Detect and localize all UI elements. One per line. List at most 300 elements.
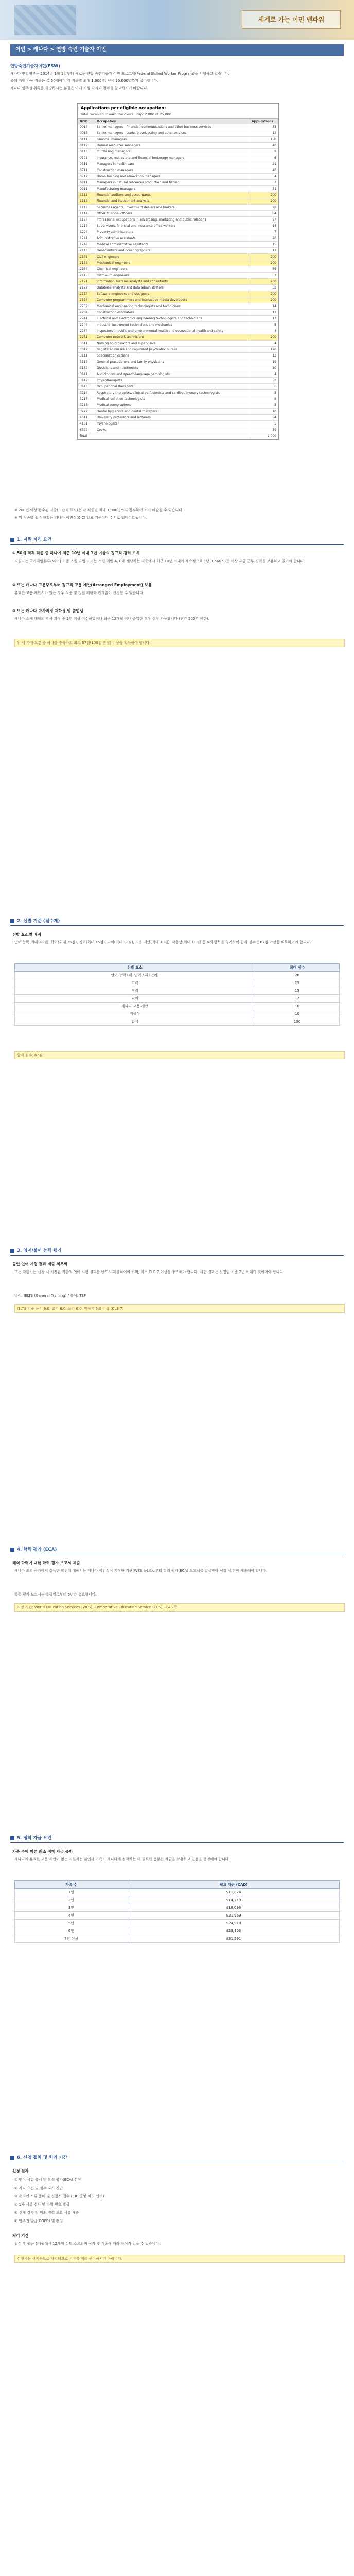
occupation-row: [78, 390, 278, 396]
occupation-name: Mechanical engineering technologists and technicians: [95, 303, 250, 310]
page-title: 이민 > 캐나다 > 연방 숙련 기술자 이민: [10, 44, 344, 56]
occupation-name: Financial managers: [95, 137, 250, 143]
occupation-name: Occupational therapists: [95, 384, 250, 390]
occupation-name: Purchasing managers: [95, 149, 250, 155]
occupation-count: 31: [250, 186, 278, 192]
funds-row: [15, 1896, 340, 1904]
header-banner: [0, 0, 354, 40]
points-row: [15, 995, 340, 1003]
occupation-count: 200: [250, 297, 278, 303]
funds-table-header: [15, 1881, 340, 1889]
intro-heading: 연방숙련기술자이민(FSW): [10, 64, 60, 69]
occupation-row: [78, 186, 278, 192]
occupation-name: Information systems analysts and consultants: [95, 279, 250, 285]
section-title: 4. 학력 평가 (ECA): [17, 1547, 57, 1552]
table-cell: 10: [255, 1003, 340, 1010]
occupation-code: 1113: [78, 205, 95, 211]
occupation-name: Human resources managers: [95, 143, 250, 149]
funds-table: [14, 1880, 340, 1943]
bullet-square-icon: [10, 538, 14, 542]
paragraph: 영어: IELTS (General Training) / 불어: TEF: [14, 1294, 86, 1298]
column-header: NOC: [78, 119, 95, 124]
occupation-code: 3214: [78, 390, 95, 396]
occupation-count: 64: [250, 415, 278, 421]
occupation-count: 200: [250, 279, 278, 285]
occupation-row: [78, 229, 278, 235]
occupation-name: Industrial instrument technicians and mechanics: [95, 322, 250, 328]
occupation-code: 1224: [78, 229, 95, 235]
occupation-row: [78, 279, 278, 285]
occupation-count: 4: [250, 341, 278, 347]
occupation-name: Database analysts and data administrators: [95, 285, 250, 291]
occupation-code: 0121: [78, 155, 95, 161]
occupation-count: 200: [250, 198, 278, 205]
occupation-code: 2172: [78, 285, 95, 291]
subheading: 해외 학력에 대한 학력 평가 보고서 제출: [12, 1561, 80, 1565]
occupation-name: Software engineers and designers: [95, 291, 250, 297]
occupation-count: 8: [250, 396, 278, 402]
occupation-code: 1123: [78, 217, 95, 223]
occupation-count: 14: [250, 223, 278, 229]
occupation-code: 4151: [78, 421, 95, 427]
intro-line: 캐나다 영주권 취득을 희망하시는 분들은 아래 지원 자격과 절차를 참고하시기 바랍니다.: [10, 86, 148, 90]
occupation-name: Supervisors, financial and insurance office workers: [95, 223, 250, 229]
column-header: 가족 수: [15, 1881, 128, 1889]
occupation-name: Nursing co-ordinators and supervisors: [95, 341, 250, 347]
paragraph: 캐나다에 유효한 고용 제안이 없는 지원자는 본인과 가족이 캐나다에 정착하는 데 필요한 충분한 자금을 보유하고 있음을 증명해야 합니다.: [14, 1857, 230, 1861]
occupation-code: 2171: [78, 279, 95, 285]
step-item: ③ 온라인 서류 준비 및 신청서 접수 (CIC 중앙 처리 센터): [14, 2194, 104, 2198]
subheading: ② 또는 캐나다 고용주로부터 정규직 고용 제안(Arranged Employment) 보유: [12, 583, 152, 587]
occupation-row: [78, 155, 278, 161]
subheading: 처리 기간: [12, 2233, 29, 2238]
occupation-name: Chemical engineers: [95, 266, 250, 273]
table-cell: 1인: [15, 1889, 128, 1896]
occupation-name: Medical administrative assistants: [95, 242, 250, 248]
occupation-count: 3: [250, 390, 278, 396]
occupation-count: 200: [250, 192, 278, 198]
highlight-note: 지정 기관: World Education Services (WES), Comparative Education Service (CES), ICAS 등: [14, 1603, 345, 1612]
occupation-row: [78, 137, 278, 143]
occupation-code: 4011: [78, 415, 95, 421]
occupation-code: 1241: [78, 235, 95, 242]
occupation-count: 20: [250, 235, 278, 242]
subheading: ① 50개 적격 직종 중 하나에 최근 10년 이내 1년 이상의 정규직 경력 보유: [12, 551, 140, 555]
occupation-code: 3143: [78, 384, 95, 390]
occupation-name: Insurance, real estate and financial brokerage managers: [95, 155, 250, 161]
highlight-note: 위 세 가지 요건 중 하나를 충족하고 최소 67점(100점 만점) 이상을 획득해야 합니다.: [14, 639, 345, 647]
table-cell: 28: [255, 972, 340, 979]
occupation-name: Financial and investment analysts: [95, 198, 250, 205]
total-label: Total: [78, 433, 250, 439]
occupation-name: Psychologists: [95, 421, 250, 427]
occupation-row: [78, 242, 278, 248]
points-table: [14, 963, 340, 1026]
table-cell: 5인: [15, 1920, 128, 1927]
occupation-count: 32: [250, 285, 278, 291]
occupation-name: Dieticians and nutritionists: [95, 365, 250, 371]
points-row: [15, 987, 340, 995]
occupation-row: [78, 334, 278, 341]
table-cell: 합계: [15, 1018, 255, 1026]
occupation-name: Computer network technicians: [95, 334, 250, 341]
occupation-code: 2232: [78, 303, 95, 310]
occupation-row: [78, 421, 278, 427]
funds-table-body: [15, 1889, 340, 1943]
occupation-list: [77, 103, 279, 440]
section-heading: [10, 1834, 344, 1843]
table-cell: 6인: [15, 1927, 128, 1935]
table-cell: $14,719: [128, 1896, 340, 1904]
column-header: Applications: [250, 119, 278, 124]
occupation-code: 0711: [78, 167, 95, 174]
occupation-count: 120: [250, 347, 278, 353]
table-cell: 캐나다 고용 제안: [15, 1003, 255, 1010]
occupation-row: [78, 396, 278, 402]
intro-line: 캐나다 연방정부는 2014년 1월 1일부터 새로운 연방 숙련기술자 이민 프로그램(Federal Skilled Worker Program)을 시행하고 있습니다.: [10, 72, 229, 76]
occupation-name: Home building and renovation managers: [95, 174, 250, 180]
table-cell: 12: [255, 995, 340, 1003]
section-title: 6. 신청 절차 및 처리 기간: [17, 2155, 67, 2160]
occupation-count: 10: [250, 409, 278, 415]
occupation-code: 0015: [78, 130, 95, 137]
occupation-row: [78, 347, 278, 353]
occupation-count: 4: [250, 328, 278, 334]
points-row: [15, 1003, 340, 1010]
occupation-row: [78, 198, 278, 205]
occupation-row: [78, 378, 278, 384]
section-heading: [10, 2154, 344, 2162]
occupation-name: Audiologists and speech-language pathologists: [95, 371, 250, 378]
occupation-name: Civil engineers: [95, 254, 250, 260]
occupation-code: 1114: [78, 211, 95, 217]
table-cell: $21,969: [128, 1912, 340, 1920]
occupation-row: [78, 161, 278, 167]
occupation-count: 200: [250, 334, 278, 341]
occupation-row: [78, 297, 278, 303]
banner-decoration: [14, 5, 76, 35]
occupation-count: 17: [250, 316, 278, 322]
occupation-code: 3132: [78, 365, 95, 371]
occupation-row: [78, 316, 278, 322]
occupation-row: [78, 409, 278, 415]
occupation-row: [78, 130, 278, 137]
occupation-code: 2131: [78, 254, 95, 260]
occupation-count: 10: [250, 365, 278, 371]
funds-row: [15, 1920, 340, 1927]
occupation-count: 168: [250, 137, 278, 143]
occupation-count: 3: [250, 402, 278, 409]
occupation-name: Managers in natural resources production and fishing: [95, 180, 250, 186]
subheading: 가족 수에 따른 최소 정착 자금 증빙: [12, 1849, 73, 1854]
table-cell: 100: [255, 1018, 340, 1026]
funds-row: [15, 1889, 340, 1896]
occupation-name: Dental hygienists and dental therapists: [95, 409, 250, 415]
table-cell: 25: [255, 979, 340, 987]
table-cell: 3인: [15, 1904, 128, 1912]
occupation-count: 14: [250, 303, 278, 310]
occupation-note: ※ 위 직종별 접수 현황은 캐나다 이민성(CIC) 발표 기준이며 수시로 업데이트됩니다.: [14, 516, 147, 520]
occupation-name: Manufacturing managers: [95, 186, 250, 192]
section-title: 2. 선발 기준 (점수제): [17, 919, 60, 924]
occupation-count: 7: [250, 229, 278, 235]
occupation-count: 5: [250, 322, 278, 328]
total-value: 2,000: [250, 433, 278, 439]
step-item: ⑤ 신체 검사 및 범죄 경력 조회 서류 제출: [14, 2211, 79, 2215]
occupation-table-body: [78, 124, 278, 433]
occupation-count: 52: [250, 378, 278, 384]
occupation-name: Other financial officers: [95, 211, 250, 217]
step-item: ② 자격 요건 및 점수 자가 진단: [14, 2186, 63, 2190]
section-title: 3. 영어/불어 능력 평가: [17, 1248, 62, 1253]
occupation-name: Construction managers: [95, 167, 250, 174]
occupation-code: 2174: [78, 297, 95, 303]
occupation-count: 21: [250, 161, 278, 167]
occupation-count: 6: [250, 384, 278, 390]
table-cell: 10: [255, 1010, 340, 1018]
occupation-count: 11: [250, 248, 278, 254]
occupation-code: 1112: [78, 198, 95, 205]
occupation-row: [78, 180, 278, 186]
points-row: [15, 1018, 340, 1026]
occupation-code: 3142: [78, 378, 95, 384]
paragraph: 학력 평가 보고서는 발급일로부터 5년간 유효합니다.: [14, 1592, 97, 1597]
occupation-row: [78, 310, 278, 316]
occupation-code: 1243: [78, 242, 95, 248]
occupation-row: [78, 205, 278, 211]
occupation-row: [78, 285, 278, 291]
paragraph: 모든 지원자는 신청 시 지정된 기관의 언어 시험 결과를 반드시 제출하여야 하며, 최소 CLB 7 이상을 충족해야 합니다. 시험 결과는 신청일 기준 2년 이내의 것이어야 합니다.: [14, 1270, 285, 1274]
occupation-table: [78, 118, 278, 439]
site-logo[interactable]: 세계로 가는 이민 맨파워: [242, 10, 341, 29]
paragraph: 언어 능력(최대 28점), 학력(최대 25점), 경력(최대 15점), 나이(최대 12점), 고용 제안(최대 10점), 적응성(최대 10점) 등 6개 항목을 평가하여 합격 점수인 67점 이상을 획득하여야 합니다.: [14, 940, 311, 944]
table-cell: 나이: [15, 995, 255, 1003]
occupation-row: [78, 427, 278, 433]
occupation-row: [78, 217, 278, 223]
occupation-name: Property administrators: [95, 229, 250, 235]
subheading: 선발 요소별 배점: [12, 932, 41, 937]
table-cell: $18,096: [128, 1904, 340, 1912]
occupation-code: 0911: [78, 186, 95, 192]
occupation-row: [78, 291, 278, 297]
paragraph: 접수 후 평균 6개월에서 12개월 정도 소요되며 국가 및 직종에 따라 차이가 있을 수 있습니다.: [14, 2242, 161, 2246]
occupation-code: 2234: [78, 310, 95, 316]
table-cell: 적응성: [15, 1010, 255, 1018]
occupation-count: 64: [250, 211, 278, 217]
paragraph: 지원자는 국가직업분류(NOC) 기준 스킬 타입 0 또는 스킬 레벨 A, B에 해당하는 직종에서 최근 10년 이내에 계속적으로 1년(1,560시간) 이상 유급 근무 경력을 보유하고 있어야 합니다.: [14, 559, 305, 563]
table-cell: 15: [255, 987, 340, 995]
occupation-row: [78, 402, 278, 409]
occupation-row: [78, 303, 278, 310]
table-cell: 학력: [15, 979, 255, 987]
occupation-row: [78, 273, 278, 279]
occupation-code: 0113: [78, 149, 95, 155]
occupation-count: 200: [250, 291, 278, 297]
occupation-row: [78, 192, 278, 198]
occupation-name: Medical radiation technologists: [95, 396, 250, 402]
occupation-code: 0013: [78, 124, 95, 130]
column-header: Occupation: [95, 119, 250, 124]
subheading: 신청 절차: [12, 2168, 29, 2173]
section-heading: [10, 1546, 344, 1554]
occupation-code: 0811: [78, 180, 95, 186]
paragraph: 캐나다 외의 국가에서 취득한 학위에 대해서는 캐나다 이민성이 지정한 기관(WES 등)으로부터 학력 평가(ECA) 보고서를 발급받아 신청 시 함께 제출해야 합니다.: [14, 1569, 268, 1573]
funds-row: [15, 1912, 340, 1920]
occupation-count: 28: [250, 205, 278, 211]
occupation-code: 0712: [78, 174, 95, 180]
occupation-count: 200: [250, 260, 278, 266]
occupation-name: Geoscientists and oceanographers: [95, 248, 250, 254]
occupation-name: Senior managers – financial, communications and other business services: [95, 124, 250, 130]
points-row: [15, 1010, 340, 1018]
occupation-name: Mechanical engineers: [95, 260, 250, 266]
table-cell: 2인: [15, 1896, 128, 1904]
occupation-row: [78, 143, 278, 149]
occupation-row: [78, 328, 278, 334]
occupation-code: 2263: [78, 328, 95, 334]
occupation-row: [78, 235, 278, 242]
column-header: 최대 점수: [255, 964, 340, 972]
column-header: 필요 자금 (CAD): [128, 1881, 340, 1889]
intro-section: [10, 60, 344, 91]
points-table-wrap: [14, 963, 340, 1026]
occupation-code: 0111: [78, 137, 95, 143]
table-cell: $11,824: [128, 1889, 340, 1896]
occupation-row: [78, 260, 278, 266]
occupation-code: 3215: [78, 396, 95, 402]
occupation-row: [78, 371, 278, 378]
occupation-count: 97: [250, 217, 278, 223]
funds-row: [15, 1904, 340, 1912]
occupation-count: 59: [250, 427, 278, 433]
occupation-row: [78, 266, 278, 273]
occupation-name: Administrative assistants: [95, 235, 250, 242]
occupation-count: 2: [250, 180, 278, 186]
occupation-code: 0112: [78, 143, 95, 149]
occupation-count: 7: [250, 273, 278, 279]
occupation-row: [78, 167, 278, 174]
funds-table-wrap: [14, 1880, 340, 1943]
occupation-name: Electrical and electronics engineering technologists and technicians: [95, 316, 250, 322]
occupation-name: Specialist physicians: [95, 353, 250, 359]
occupation-name: General practitioners and family physicians: [95, 359, 250, 365]
occupation-count: 200: [250, 254, 278, 260]
funds-row: [15, 1927, 340, 1935]
subheading: ③ 또는 캐나다 박사과정 재학생 및 졸업생: [12, 608, 83, 613]
occupation-list-title: Applications per eligible occupation:: [81, 106, 166, 110]
occupation-name: Physiotherapists: [95, 378, 250, 384]
occupation-count: 12: [250, 130, 278, 137]
occupation-total-row: [78, 433, 278, 439]
occupation-count: 4: [250, 371, 278, 378]
occupation-code: 3111: [78, 353, 95, 359]
occupation-name: University professors and lecturers: [95, 415, 250, 421]
section-title: 5. 정착 자금 요건: [17, 1836, 52, 1841]
occupation-code: 3222: [78, 409, 95, 415]
occupation-code: 0311: [78, 161, 95, 167]
step-item: ④ 1차 서류 심사 및 파일 번호 발급: [14, 2202, 70, 2207]
occupation-count: 40: [250, 143, 278, 149]
section-heading: [10, 917, 344, 926]
occupation-name: Construction estimators: [95, 310, 250, 316]
occupation-name: Senior managers – trade, broadcasting and other services: [95, 130, 250, 137]
occupation-row: [78, 353, 278, 359]
occupation-count: 6: [250, 155, 278, 161]
occupation-row: [78, 149, 278, 155]
step-item: ① 언어 시험 응시 및 학력 평가(ECA) 신청: [14, 2178, 81, 2182]
occupation-code: 3216: [78, 402, 95, 409]
occupation-row: [78, 124, 278, 130]
bullet-square-icon: [10, 1249, 14, 1253]
occupation-name: Inspectors in public and environmental health and occupational health and safety: [95, 328, 250, 334]
occupation-count: 12: [250, 310, 278, 316]
occupation-code: 1111: [78, 192, 95, 198]
section-heading: [10, 536, 344, 545]
column-header: 선발 요소: [15, 964, 255, 972]
occupation-count: 40: [250, 167, 278, 174]
occupation-code: 2134: [78, 266, 95, 273]
occupation-name: Professional occupations in advertising, marketing and public relations: [95, 217, 250, 223]
occupation-name: Petroleum engineers: [95, 273, 250, 279]
occupation-code: 3012: [78, 347, 95, 353]
points-table-header: [15, 964, 340, 972]
occupation-name: Computer programmers and interactive media developers: [95, 297, 250, 303]
occupation-name: Medical sonographers: [95, 402, 250, 409]
occupation-code: 2173: [78, 291, 95, 297]
occupation-row: [78, 384, 278, 390]
occupation-code: 2281: [78, 334, 95, 341]
occupation-row: [78, 365, 278, 371]
table-cell: $28,103: [128, 1927, 340, 1935]
occupation-row: [78, 415, 278, 421]
occupation-name: Managers in health care: [95, 161, 250, 167]
step-item: ⑥ 영주권 발급(COPR) 및 랜딩: [14, 2219, 63, 2223]
occupation-code: 2241: [78, 316, 95, 322]
occupation-row: [78, 248, 278, 254]
occupation-code: 1212: [78, 223, 95, 229]
occupation-count: 39: [250, 266, 278, 273]
highlight-note: 합격 점수: 67점: [14, 1051, 345, 1059]
occupation-count: 9: [250, 149, 278, 155]
occupation-row: [78, 223, 278, 229]
occupation-name: Cooks: [95, 427, 250, 433]
highlight-note: IELTS 기준 듣기 6.0, 읽기 6.0, 쓰기 6.0, 말하기 6.0 이상 (CLB 7): [14, 1304, 345, 1313]
occupation-list-subtitle: total received toward the overall cap: 2,000 of 25,000: [81, 112, 172, 116]
table-cell: 7인 이상: [15, 1935, 128, 1943]
occupation-count: 35: [250, 124, 278, 130]
occupation-row: [78, 254, 278, 260]
bullet-square-icon: [10, 1836, 14, 1840]
points-table-body: [15, 972, 340, 1026]
occupation-count: 5: [250, 421, 278, 427]
table-cell: 경력: [15, 987, 255, 995]
occupation-code: 6322: [78, 427, 95, 433]
table-cell: $24,918: [128, 1920, 340, 1927]
occupation-count: 19: [250, 359, 278, 365]
highlight-note: 신청서는 선착순으로 처리되므로 서류를 미리 준비하시기 바랍니다.: [14, 2255, 345, 2263]
occupation-name: Respiratory therapists, clinical perfusionists and cardiopulmonary technologists: [95, 390, 250, 396]
subheading: 공인 언어 시험 결과 제출 의무화: [12, 1262, 68, 1266]
occupation-note: ※ 200건 이상 접수된 직종(노란색 표시)은 각 직종별 최대 1,000명까지 접수하며 조기 마감될 수 있습니다.: [14, 508, 184, 512]
intro-line: 올해 지원 가능 직종은 총 50개이며 각 직종별 최대 1,000명, 전체 25,000명까지 접수합니다.: [10, 79, 158, 83]
occupation-row: [78, 359, 278, 365]
paragraph: 유효한 고용 제안서가 있는 경우 직종 및 정원 제한과 관계없이 신청할 수 있습니다.: [14, 591, 145, 595]
occupation-code: 3011: [78, 341, 95, 347]
occupation-code: 3112: [78, 359, 95, 365]
occupation-row: [78, 341, 278, 347]
occupation-code: 2113: [78, 248, 95, 254]
table-cell: $31,291: [128, 1935, 340, 1943]
